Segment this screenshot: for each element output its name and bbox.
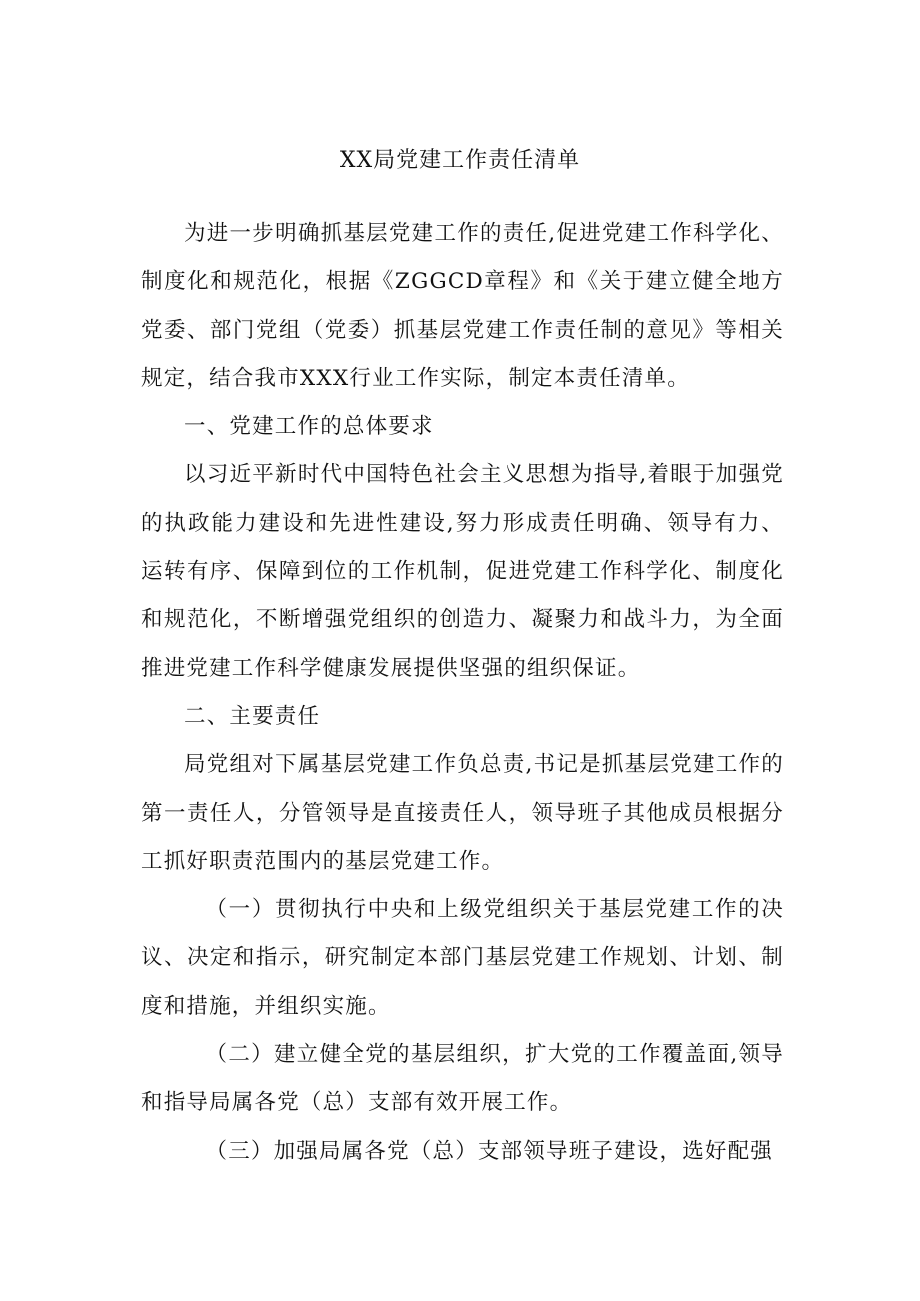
section-heading-main-responsibilities: 二、主要责任 [184, 703, 321, 729]
responsibility-item-3: （三）加强局属各党（总）支部领导班子建设，选好配强 [205, 1138, 774, 1164]
responsibility-item-2: （二）建立健全党的基层组织，扩大党的工作覆盖面,领导和指导局属各党（总）支部有效开展工作。 [141, 1042, 784, 1116]
document-title: XX局党建工作责任清单 [339, 148, 581, 173]
responsibility-item-1: （一）贯彻执行中央和上级党组织关于基层党建工作的决议、决定和指示，研究制定本部门基层党建工作规划、计划、制度和措施，并组织实施。 [141, 897, 784, 1019]
intro-paragraph: 为进一步明确抓基层党建工作的责任,促进党建工作科学化、制度化和规范化，根据《ZGGCD章程》和《关于建立健全地方党委、部门党组（党委）抓基层党建工作责任制的意见》等相关规定，结合我市XXX行业工作实际，制定本责任清单。 [141, 221, 784, 391]
document-body [141, 210, 784, 1176]
section-heading-general-requirements: 一、党建工作的总体要求 [184, 414, 434, 440]
main-responsibilities-paragraph: 局党组对下属基层党建工作负总责,书记是抓基层党建工作的第一责任人，分管领导是直接责任人，领导班子其他成员根据分工抓好职责范围内的基层党建工作。 [141, 752, 784, 874]
general-requirements-paragraph: 以习近平新时代中国特色社会主义思想为指导,着眼于加强党的执政能力建设和先进性建设,努力形成责任明确、领导有力、运转有序、保障到位的工作机制，促进党建工作科学化、制度化和规范化，不断增强党组织的创造力、凝聚力和战斗力，为全面推进党建工作科学健康发展提供坚强的组织保证。 [141, 462, 784, 681]
